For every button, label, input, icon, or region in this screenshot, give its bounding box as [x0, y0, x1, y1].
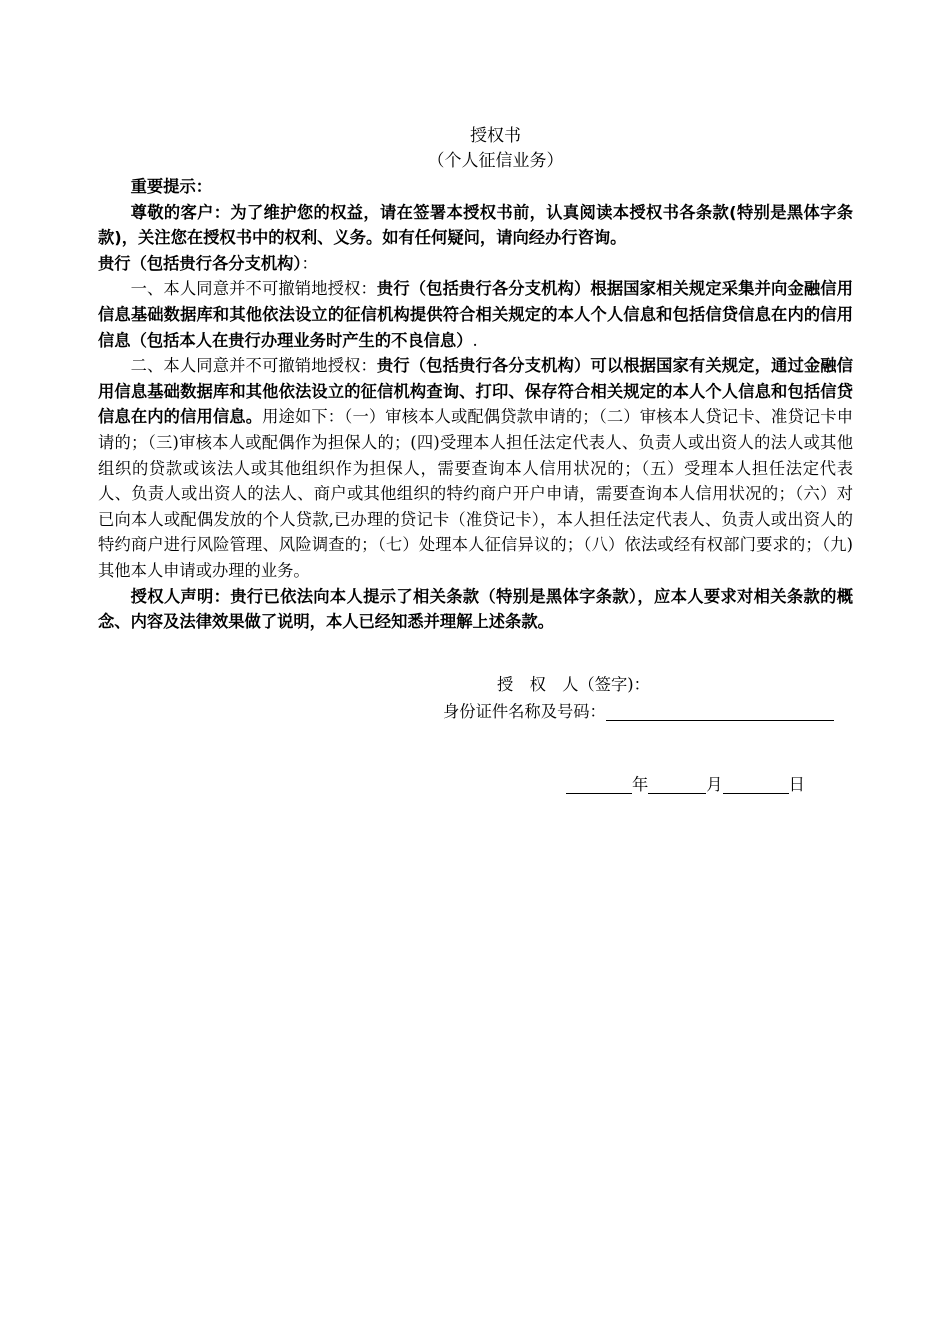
addressee-name: 贵行（包括贵行各分支机构）	[98, 253, 302, 273]
year-label: 年	[632, 775, 649, 794]
addressee	[98, 251, 853, 277]
clause-1	[98, 276, 853, 353]
month-label: 月	[706, 775, 723, 794]
authorizer-declaration: 授权人声明：贵行已依法向本人提示了相关条款（特别是黑体字条款），应本人要求对相关条款的概念、内容及法律效果做了说明，本人已经知悉并理解上述条款。	[98, 586, 853, 632]
day-label: 日	[788, 775, 805, 794]
notice-label: 重要提示：	[130, 177, 213, 196]
document-title: 授权书	[470, 126, 521, 146]
authorization-document	[98, 124, 853, 635]
id-blank-line[interactable]	[606, 702, 834, 721]
id-label: 身份证件名称及号码：	[443, 702, 606, 721]
document-subtitle: （个人征信业务）	[427, 151, 564, 171]
clause-2-rest: 用途如下：（一）审核本人或配偶贷款申请的；（二）审核本人贷记卡、准贷记卡申请的；（三)审核本人或配偶作为担保人的；(四)受理本人担任法定代表人、负责人或出资人的法人或其他组织的贷款或该法人或其他组织作为担保人，需要查询本人信用状况的；（五）受理本人担任法定代表人、负责人或出资人的法人、商户或其他组织的特约商户开户申请，需要查询本人信用状况的；（六）对已向本人或配偶发放的个人贷款,已办理的贷记卡（准贷记卡），本人担任法定代表人、负责人或出资人的特约商户进行风险管理、风险调查的；（七）处理本人征信异议的；（八）依法或经有权部门要求的；（九)其他本人申请或办理的业务。	[98, 407, 853, 580]
year-blank-line[interactable]	[566, 775, 632, 794]
clause-1-end: .	[472, 330, 478, 350]
clause-2	[98, 353, 853, 583]
day-blank-line[interactable]	[723, 775, 789, 794]
date-field	[566, 772, 805, 797]
addressee-colon: ：	[301, 253, 318, 273]
authorizer-signature	[497, 672, 650, 697]
id-field	[443, 699, 834, 724]
clause-2-bold: 贵行（包括贵行各分支机构）可以根据国家有关规定，通过金融信用信息基础数据库和其他依法设立的征信机构查询、打印、保存符合相关规定的本人个人信息和包括信贷信息在内的信用信息。	[98, 356, 853, 427]
month-blank-line[interactable]	[648, 775, 706, 794]
notice-body: 尊敬的客户：为了维护您的权益，请在签署本授权书前，认真阅读本授权书各条款(特别是黑体字条款)，关注您在授权书中的权利、义务。如有任何疑问，请向经办行咨询。	[98, 202, 853, 248]
clause-1-bold: 贵行（包括贵行各分支机构）根据国家相关规定采集并向金融信用信息基础数据库和其他依法设立的征信机构提供符合相关规定的本人个人信息和包括信贷信息在内的信用信息（包括本人在贵行办理业务时产生的不良信息）	[98, 279, 853, 350]
authorizer-label: 授 权 人（签字)：	[497, 675, 650, 694]
clause-1-lead: 一、本人同意并不可撤销地授权：	[130, 279, 377, 299]
clause-2-lead: 二、本人同意并不可撤销地授权：	[130, 356, 377, 376]
